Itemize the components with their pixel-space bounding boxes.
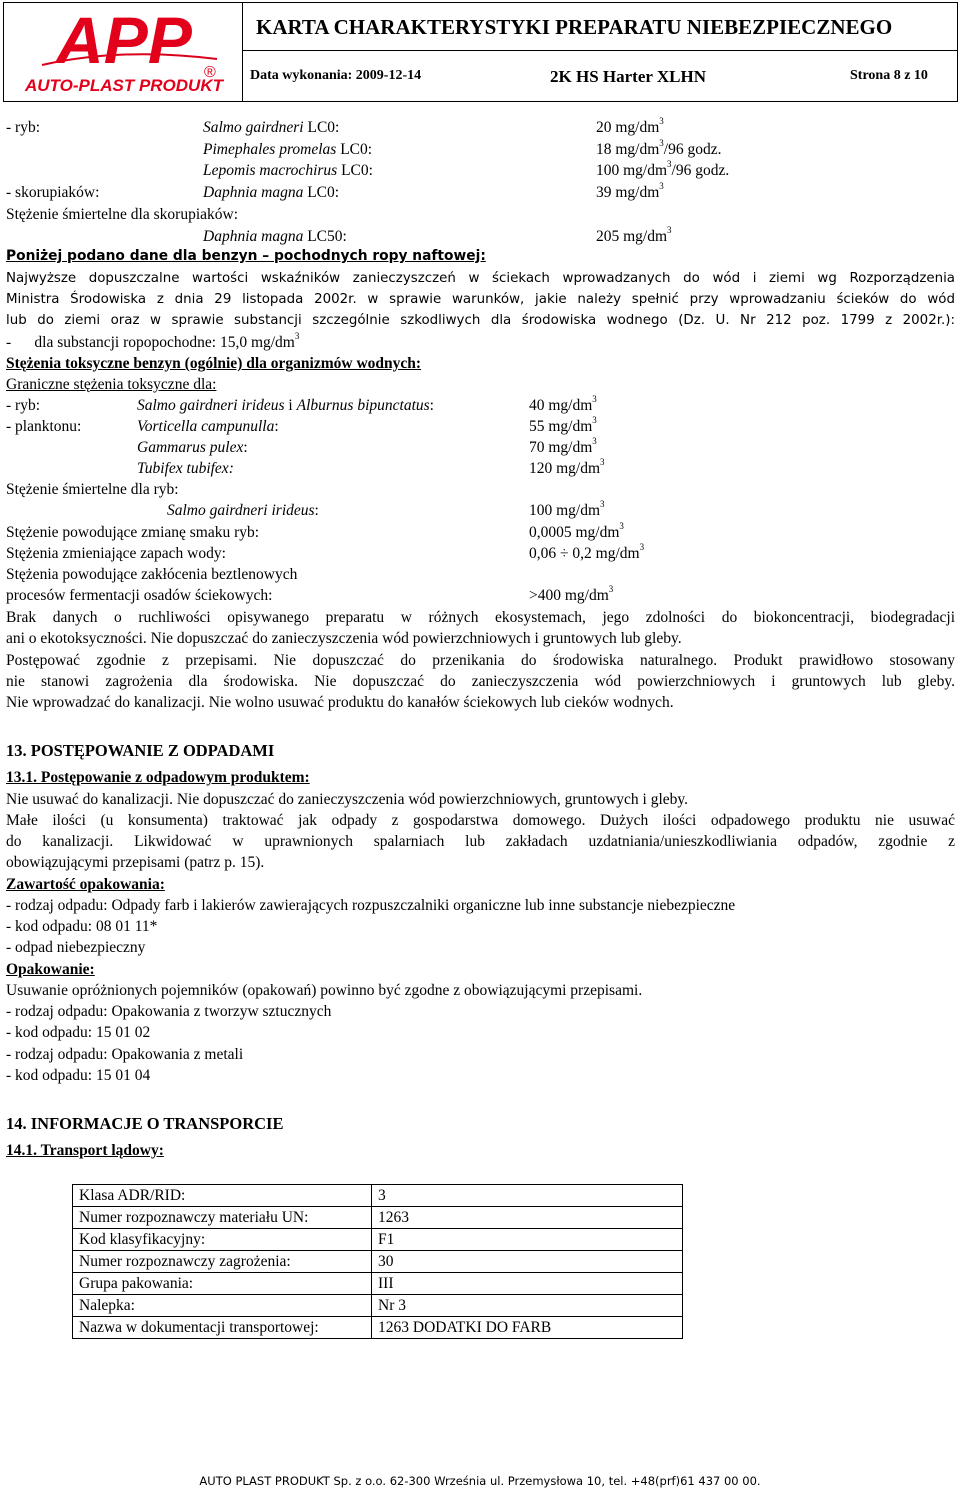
- superscript: 3: [600, 457, 605, 467]
- crustacean-lethal-label: Stężenie śmiertelne dla skorupiaków:: [6, 206, 239, 223]
- value: 20 mg/dm: [596, 119, 660, 136]
- colon: :: [243, 439, 248, 456]
- packaging-heading: [6, 962, 95, 978]
- species-name: Tubifex tubifex:: [137, 460, 234, 477]
- value: 120 mg/dm: [529, 460, 601, 477]
- boundary-heading: [6, 377, 216, 393]
- value: 0,06 ÷ 0,2 mg/dm: [529, 545, 640, 562]
- superscript: 3: [592, 436, 597, 446]
- contents-heading-text: Zawartość opakowania:: [6, 876, 165, 893]
- colon: :: [314, 502, 319, 519]
- tox-value-3: [529, 436, 597, 456]
- taste-label: Stężenie powodujące zmianę smaku ryb:: [6, 524, 260, 541]
- value: 0,0005 mg/dm: [529, 524, 620, 541]
- superscript: 3: [659, 116, 664, 126]
- packaging-line-3: - kod odpadu: 15 01 02: [6, 1024, 151, 1041]
- tox-species-4: [137, 461, 234, 477]
- packaging-line-5: - kod odpadu: 15 01 04: [6, 1067, 151, 1084]
- odor-label: Stężenia zmieniające zapach wody:: [6, 545, 226, 562]
- header-divider-horizontal: [242, 50, 957, 51]
- boundary-heading-text: Graniczne stężenia toksyczne dla:: [6, 376, 217, 393]
- connector: i: [284, 397, 297, 414]
- transport-table: [72, 1184, 683, 1339]
- crustacean-lethal-row: [203, 229, 347, 245]
- fish-prefix: - ryb:: [6, 119, 41, 136]
- superscript: 3: [639, 542, 645, 552]
- fish-value-1: [596, 116, 664, 136]
- section-14-1-title: [6, 1143, 164, 1159]
- table-cell-value: Nr 3: [372, 1295, 683, 1317]
- tox-value-2: [529, 415, 597, 435]
- fish-value-3: [596, 159, 730, 179]
- para2-line-3: Nie wprowadzać do kanalizacji. Nie wolno usuwać produktu do kanałów ściekowych lub cieków wodnych.: [6, 694, 674, 711]
- s13-line-4: obowiązującymi przepisami (patrz p. 15).: [6, 854, 265, 871]
- document-title: KARTA CHARAKTERYSTYKI PREPARATU NIEBEZPIECZNEGO: [256, 15, 893, 39]
- contents-heading: [6, 877, 165, 893]
- table-row: [73, 1273, 683, 1295]
- superscript: 3: [608, 584, 614, 594]
- species-name: Lepomis macrochirus: [203, 162, 338, 179]
- superscript: 3: [592, 415, 597, 425]
- table-cell-label: Numer rozpoznawczy zagrożenia:: [73, 1251, 372, 1273]
- fish-row-2: [203, 142, 372, 158]
- species-name-2: Alburnus bipunctatus: [296, 397, 430, 414]
- species-name: Salmo gairdneri irideus: [137, 397, 285, 414]
- taste-value: [529, 521, 624, 541]
- table-cell-label: Nalepka:: [73, 1295, 372, 1317]
- contents-line-3: - odpad niebezpieczny: [6, 939, 146, 956]
- table-row: [73, 1317, 683, 1339]
- crustacean-lethal-value: [596, 225, 672, 245]
- crustacean-value: [596, 181, 664, 201]
- packaging-line-2: - rodzaj odpadu: Opakowania z tworzyw sztucznych: [6, 1003, 332, 1020]
- table-cell-value: F1: [372, 1229, 683, 1251]
- contents-line-1: - rodzaj odpadu: Odpady farb i lakierów zawierających rozpuszczalniki organiczne lub inne substancje niebezpieczne: [6, 897, 736, 914]
- limits-line-2: Ministra Środowiska z dnia 29 listopada 2002r. w sprawie warunków, jakie należy spełnić przy wprowadzaniu ścieków do wód: [6, 292, 955, 307]
- table-cell-label: Grupa pakowania:: [73, 1273, 372, 1295]
- test-label: LC0:: [336, 141, 373, 158]
- text: - dla substancji ropopochodne: 15,0 mg/dm: [6, 334, 295, 351]
- tox-species-1: [137, 398, 434, 414]
- colon: :: [429, 397, 434, 414]
- header-divider-vertical: [242, 3, 243, 101]
- anaerobic-value: [529, 584, 614, 604]
- table-cell-value: 1263: [372, 1207, 683, 1229]
- limits-line-1: Najwyższe dopuszczalne wartości wskaźników zanieczyszczeń w ściekach wprowadzanych do wód i ziemi wg Rozporządzenia: [6, 271, 955, 286]
- page-number: Strona 8 z 10: [850, 68, 928, 83]
- superscript: 3: [667, 225, 672, 235]
- section-13-1-title: [6, 770, 310, 786]
- tox-label-2: - planktonu:: [6, 418, 82, 435]
- limits-line-4: [6, 331, 300, 351]
- document-date: Data wykonania: 2009-12-14: [250, 68, 422, 83]
- anaerobic-label-2: procesów fermentacji osadów ściekowych:: [6, 587, 273, 604]
- superscript: 3: [600, 499, 605, 509]
- table-cell-label: Klasa ADR/RID:: [73, 1185, 372, 1207]
- crustacean-prefix: - skorupiaków:: [6, 184, 100, 201]
- product-name: 2K HS Harter XLHN: [550, 67, 706, 86]
- fish-row-1: [203, 120, 339, 136]
- toxic-heading-text: Stężenia toksyczne benzyn (ogólnie) dla organizmów wodnych:: [6, 355, 422, 372]
- fish-value-2: [596, 138, 722, 158]
- tox-species-3: [137, 440, 248, 456]
- tox-species-2: [137, 419, 279, 435]
- species-name: Daphnia magna: [203, 228, 304, 245]
- value: 205 mg/dm: [596, 228, 668, 245]
- table-row: [73, 1207, 683, 1229]
- table-cell-value: III: [372, 1273, 683, 1295]
- s13-line-1: Nie usuwać do kanalizacji. Nie dopuszczać do zanieczyszczenia wód powierzchniowych, gruntowych i gleby.: [6, 791, 689, 808]
- superscript: 3: [592, 394, 597, 404]
- table-cell-label: Nazwa w dokumentacji transportowej:: [73, 1317, 372, 1339]
- s13-line-2: Małe ilości (u konsumenta) traktować jak odpady z gospodarstwa domowego. Dużych ilości odpadowego produktu nie usuwać: [6, 812, 955, 829]
- para1-line-2: ani o ekotoksyczności. Nie dopuszczać do zanieczyszczenia wód powierzchniowych i gruntowych lub gleby.: [6, 630, 682, 647]
- value: 18 mg/dm: [596, 141, 660, 158]
- fish-lethal-label: Stężenie śmiertelne dla ryb:: [6, 481, 179, 498]
- table-row: [73, 1251, 683, 1273]
- table-cell-label: Kod klasyfikacyjny:: [73, 1229, 372, 1251]
- logo-subtext: AUTO-PLAST PRODUKT: [24, 76, 224, 95]
- logo-text: APP: [56, 7, 192, 77]
- fish-row-3: [203, 163, 373, 179]
- test-label: LC0:: [303, 119, 340, 136]
- odor-value: [529, 542, 645, 562]
- page-footer: AUTO PLAST PRODUKT Sp. z o.o. 62-300 Września ul. Przemysłowa 10, tel. +48(prf)61 437 00 00.: [199, 1474, 761, 1488]
- value: 55 mg/dm: [529, 418, 593, 435]
- s13-line-3: do kanalizacji. Likwidować w uprawnionych spalarniach lub zakładach uzdatniania/unieszkodliwiania odpadów, zgodnie z: [6, 833, 955, 850]
- species-name: Gammarus pulex: [137, 439, 244, 456]
- test-label: LC0:: [303, 184, 340, 201]
- section-13-1-title-text: 13.1. Postępowanie z odpadowym produktem:: [6, 769, 310, 786]
- value: 39 mg/dm: [596, 184, 660, 201]
- section-14-title: 14. INFORMACJE O TRANSPORCIE: [6, 1114, 284, 1133]
- superscript: 3: [659, 181, 664, 191]
- tox-value-1: [529, 394, 597, 414]
- section-14-1-title-text: 14.1. Transport lądowy:: [6, 1142, 164, 1159]
- limits-line-3: lub do ziemi oraz w sprawie substancji szczególnie szkodliwych dla środowiska wodnego (Dz. U. Nr 212 poz. 1799 z 2002r.):: [6, 313, 955, 328]
- petrol-heading: [6, 250, 486, 264]
- colon: :: [274, 418, 279, 435]
- value: 100 mg/dm: [596, 162, 668, 179]
- value: 70 mg/dm: [529, 439, 593, 456]
- superscript: 3: [667, 159, 672, 169]
- toxic-heading: [6, 356, 421, 372]
- table-cell-value: 3: [372, 1185, 683, 1207]
- value: 100 mg/dm: [529, 502, 601, 519]
- anaerobic-label-1: Stężenia powodujące zakłócenia beztlenowych: [6, 566, 298, 583]
- test-label: LC0:: [337, 162, 373, 179]
- table-cell-value: 1263 DODATKI DO FARB: [372, 1317, 683, 1339]
- registered-mark: ®: [204, 64, 216, 81]
- suffix: /96 godz.: [671, 162, 730, 179]
- packaging-heading-text: Opakowanie:: [6, 961, 95, 978]
- packaging-line-4: - rodzaj odpadu: Opakowania z metali: [6, 1046, 244, 1063]
- table-cell-value: 30: [372, 1251, 683, 1273]
- fish-lethal-value: [529, 499, 605, 519]
- superscript: 3: [619, 521, 624, 531]
- tox-value-4: [529, 457, 605, 477]
- table-row: [73, 1229, 683, 1251]
- para2-line-2: nie stanowi zagrożenia dla środowiska. Nie dopuszczać do zanieczyszczenia wód powierzchniowych i gruntowych lub gleby.: [6, 673, 955, 690]
- superscript: 3: [294, 331, 300, 341]
- value: >400 mg/dm: [529, 587, 609, 604]
- test-label: LC50:: [303, 228, 347, 245]
- section-13-title: 13. POSTĘPOWANIE Z ODPADAMI: [6, 741, 275, 760]
- species-name: Vorticella campunulla: [137, 418, 275, 435]
- tox-label-1: - ryb:: [6, 397, 41, 414]
- company-logo: [12, 7, 237, 97]
- table-cell-label: Numer rozpoznawczy materiału UN:: [73, 1207, 372, 1229]
- contents-line-2: - kod odpadu: 08 01 11*: [6, 918, 158, 935]
- para2-line-1: Postępować zgodnie z przepisami. Nie dopuszczać do przenikania do środowiska naturalnego. Produkt prawidłowo stosowany: [6, 652, 955, 669]
- value: 40 mg/dm: [529, 397, 593, 414]
- table-row: [73, 1295, 683, 1317]
- table-row: [73, 1185, 683, 1207]
- species-name: Salmo gairdneri: [203, 119, 304, 136]
- petrol-heading-text: Poniżej podano dane dla benzyn – pochodnych ropy naftowej:: [6, 248, 486, 264]
- species-name: Pimephales promelas: [203, 141, 337, 158]
- suffix: /96 godz.: [663, 141, 722, 158]
- species-name: Daphnia magna: [203, 184, 304, 201]
- document-header: [3, 2, 958, 102]
- packaging-line-1: Usuwanie opróżnionych pojemników (opakowań) powinno być zgodne z obowiązującymi przepisami.: [6, 982, 643, 999]
- fish-lethal-species: [167, 503, 319, 519]
- para1-line-1: Brak danych o ruchliwości opisywanego preparatu w różnych ekosystemach, jego zdolności do biokoncentracji, biodegradacji: [6, 609, 955, 626]
- species-name: Salmo gairdneri irideus: [167, 502, 315, 519]
- crustacean-row: [203, 185, 339, 201]
- superscript: 3: [659, 138, 664, 148]
